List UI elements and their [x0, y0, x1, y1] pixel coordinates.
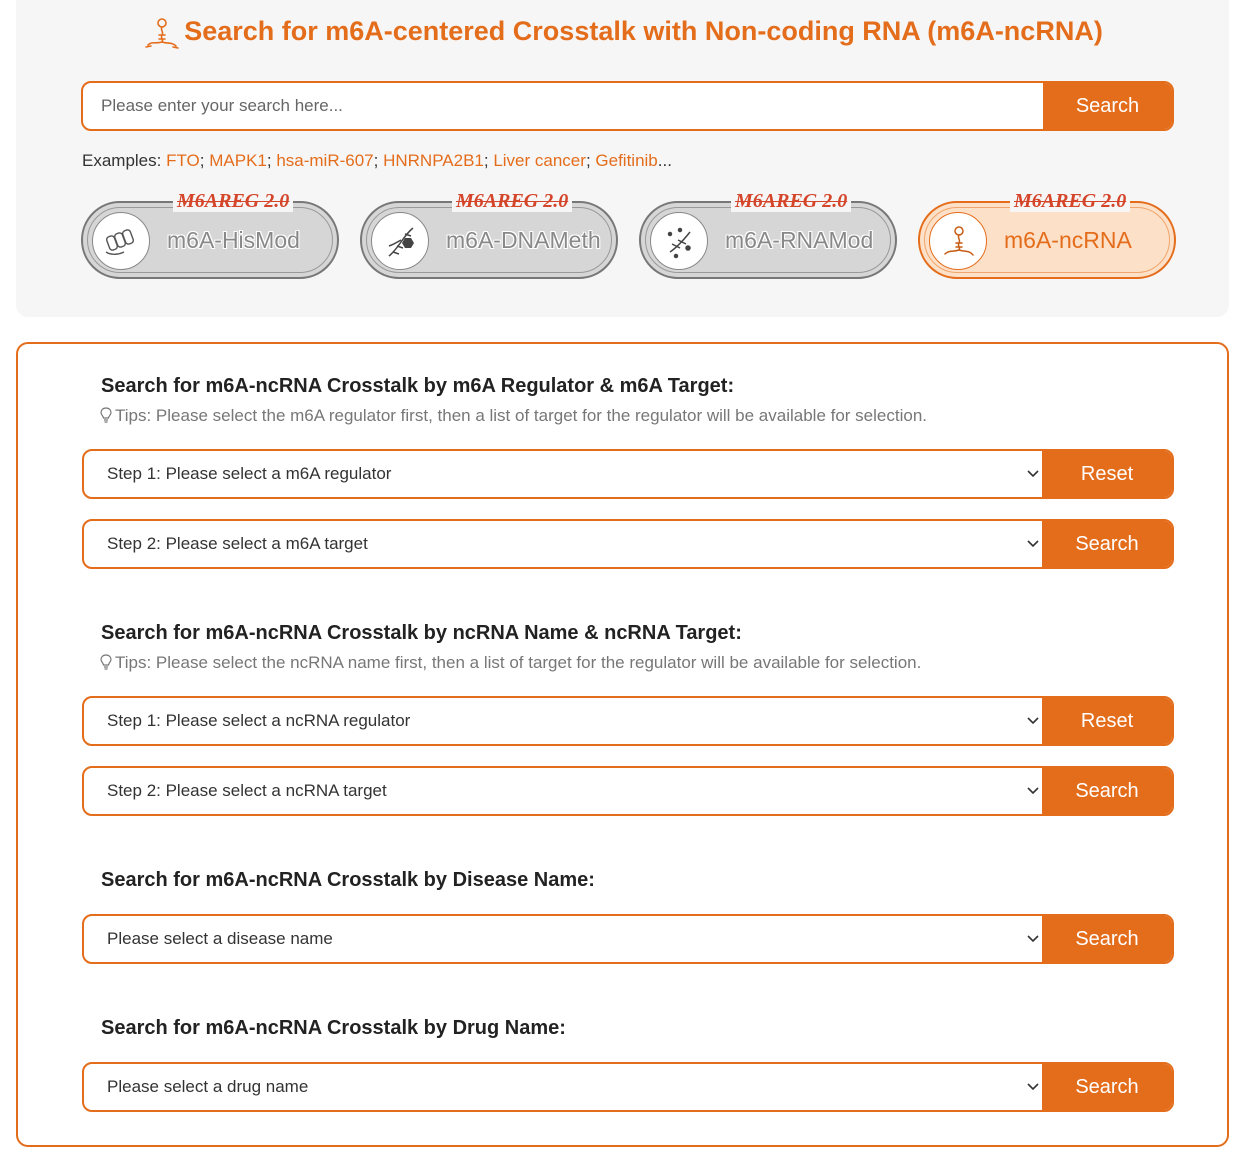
- ncrna-regulator-select[interactable]: Step 1: Please select a ncRNA regulator: [107, 711, 411, 730]
- lightbulb-icon: [100, 654, 112, 670]
- target-select-row: [82, 519, 1174, 569]
- ncrna-target-select-row: [82, 766, 1174, 816]
- chevron-down-icon: [1027, 470, 1039, 478]
- module-label: m6A-ncRNA: [1004, 227, 1132, 253]
- section-title-disease: Search for m6A-ncRNA Crosstalk by Disease Name:: [101, 869, 595, 891]
- search-button[interactable]: Search: [1043, 83, 1172, 129]
- section-title-ncrna: Search for m6A-ncRNA Crosstalk by ncRNA Name & ncRNA Target:: [101, 622, 742, 644]
- version-badge: M6AREG 2.0: [731, 190, 851, 212]
- ncrna-icon: [142, 16, 182, 50]
- search-button[interactable]: Search: [1042, 521, 1172, 567]
- module-label: m6A-RNAMod: [725, 227, 874, 253]
- example-link[interactable]: HNRNPA2B1: [383, 151, 484, 170]
- page-title: Search for m6A-centered Crosstalk with Non-coding RNA (m6A-ncRNA): [0, 16, 1245, 50]
- search-button[interactable]: Search: [1042, 768, 1172, 814]
- chevron-down-icon: [1027, 540, 1039, 548]
- section-title-drug: Search for m6A-ncRNA Crosstalk by Drug Name:: [101, 1017, 566, 1039]
- search-button[interactable]: Search: [1042, 1064, 1172, 1110]
- search-bar: [81, 81, 1174, 131]
- examples-label: Examples:: [82, 151, 167, 170]
- version-badge: M6AREG 2.0: [1010, 190, 1130, 212]
- chevron-down-icon: [1027, 935, 1039, 943]
- disease-select[interactable]: Please select a disease name: [107, 929, 333, 948]
- lightbulb-icon: [100, 407, 112, 423]
- rna-modification-icon: [660, 222, 700, 262]
- m6a-target-select[interactable]: Step 2: Please select a m6A target: [107, 534, 368, 553]
- version-badge: M6AREG 2.0: [173, 190, 293, 212]
- ncrna-icon: [939, 222, 979, 262]
- search-input[interactable]: [83, 83, 1045, 129]
- dna-methylation-icon: [381, 222, 421, 262]
- module-button-hismod[interactable]: [81, 190, 339, 279]
- section-title-regulator: Search for m6A-ncRNA Crosstalk by m6A Regulator & m6A Target:: [101, 375, 735, 397]
- search-button[interactable]: Search: [1042, 916, 1172, 962]
- chevron-down-icon: [1027, 1083, 1039, 1091]
- examples-line: Examples: FTO; MAPK1; hsa-miR-607; HNRNPA2B1; Liver cancer; Gefitinib...: [82, 151, 672, 170]
- module-button-rnamod[interactable]: [639, 190, 897, 279]
- module-button-dnameth[interactable]: [360, 190, 618, 279]
- histone-icon: [102, 222, 142, 262]
- disease-select-row: [82, 914, 1174, 964]
- example-link[interactable]: hsa-miR-607: [276, 151, 374, 170]
- example-link[interactable]: MAPK1: [209, 151, 267, 170]
- ncrna-regulator-select-row: [82, 696, 1174, 746]
- example-link[interactable]: FTO: [166, 151, 200, 170]
- regulator-select-row: [82, 449, 1174, 499]
- version-badge: M6AREG 2.0: [452, 190, 572, 212]
- ncrna-target-select[interactable]: Step 2: Please select a ncRNA target: [107, 781, 387, 800]
- module-label: m6A-DNAMeth: [446, 227, 601, 253]
- tip-regulator: Tips: Please select the m6A regulator first, then a list of target for the regulator will be available for selection.: [100, 406, 927, 426]
- drug-select-row: [82, 1062, 1174, 1112]
- chevron-down-icon: [1027, 787, 1039, 795]
- tip-ncrna: Tips: Please select the ncRNA name first, then a list of target for the regulator will be available for selection.: [100, 653, 921, 673]
- drug-select[interactable]: Please select a drug name: [107, 1077, 309, 1096]
- module-button-ncrna[interactable]: [918, 190, 1176, 279]
- reset-button[interactable]: Reset: [1042, 451, 1172, 497]
- example-link[interactable]: Liver cancer: [493, 151, 586, 170]
- example-link[interactable]: Gefitinib: [595, 151, 658, 170]
- m6a-regulator-select[interactable]: Step 1: Please select a m6A regulator: [107, 464, 392, 483]
- module-label: m6A-HisMod: [167, 227, 300, 253]
- chevron-down-icon: [1027, 717, 1039, 725]
- reset-button[interactable]: Reset: [1042, 698, 1172, 744]
